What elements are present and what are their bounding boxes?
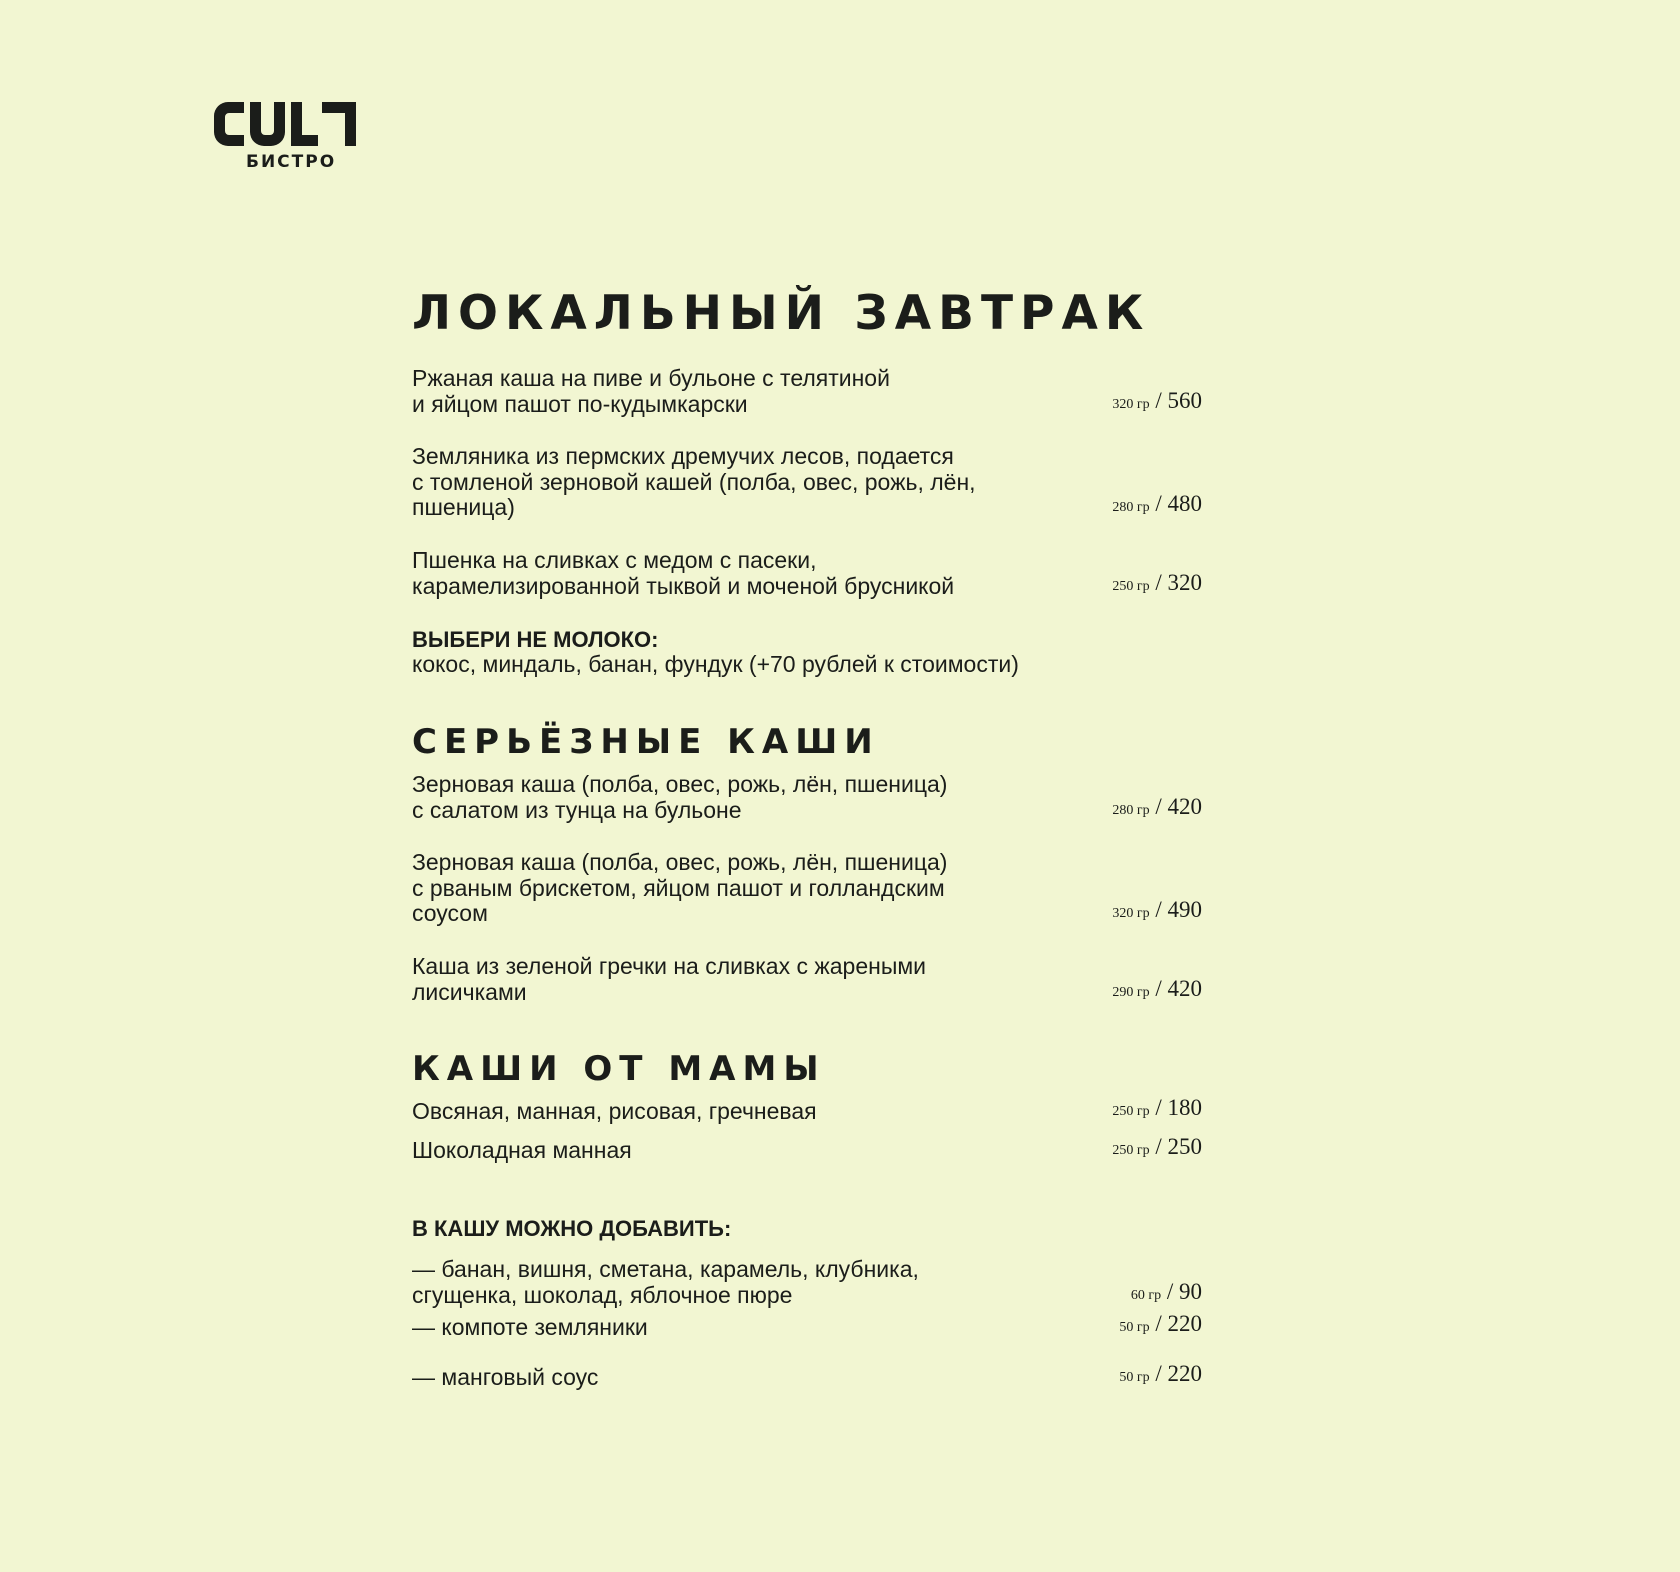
addon-price: [1119, 1361, 1202, 1391]
menu-item: [412, 366, 1202, 417]
item-price: [1112, 1134, 1202, 1164]
item-price: [1112, 897, 1202, 927]
menu-item: [412, 772, 1202, 823]
item-cost: / 560: [1155, 387, 1202, 413]
item-weight: 280 гр: [1112, 802, 1150, 818]
item-name: Пшенка на сливках с медом с пасеки, карамелизированной тыквой и моченой брусникой: [412, 547, 955, 599]
item-weight: 250 гр: [1112, 1143, 1150, 1158]
addon-name: — банан, вишня, сметана, карамель, клубника, сгущенка, шоколад, яблочное пюре: [412, 1256, 919, 1308]
item-weight: 290 гр: [1112, 984, 1150, 1000]
item-name: Шоколадная манная: [412, 1137, 632, 1163]
item-cost: / 480: [1155, 491, 1202, 516]
addon-cost: / 220: [1155, 1311, 1202, 1336]
item-price: [1112, 491, 1202, 521]
item-price: [1112, 976, 1202, 1006]
item-price: [1112, 794, 1202, 824]
addon-item: [412, 1361, 1202, 1391]
addon-name: — манговый соус: [412, 1364, 599, 1390]
menu-item: [412, 1095, 1202, 1125]
menu-item: [412, 548, 1202, 599]
item-name: Зерновая каша (полба, овес, рожь, лён, пшеница) с рваным брискетом, яйцом пашот и голландским соусом: [412, 849, 948, 926]
section-title-mom-porridge: КАШИ ОТ МАМЫ: [412, 1049, 826, 1089]
addon-cost: / 90: [1166, 1278, 1202, 1304]
item-price: [1112, 570, 1202, 600]
addon-weight: 50 гр: [1119, 1320, 1150, 1335]
addon-weight: 60 гр: [1130, 1287, 1162, 1303]
addons-title: В КАШУ МОЖНО ДОБАВИТЬ:: [412, 1216, 732, 1241]
menu-item: [412, 954, 1202, 1005]
menu-item: [412, 850, 1202, 927]
item-weight: 320 гр: [1112, 396, 1150, 412]
item-name: Ржаная каша на пиве и бульоне с телятиной и яйцом пашот по-кудымкарски: [412, 365, 890, 417]
item-weight: 280 гр: [1112, 500, 1150, 515]
note-text: кокос, миндаль, банан, фундук (+70 рублей к стоимости): [412, 651, 1019, 677]
item-cost: / 490: [1155, 897, 1202, 922]
item-cost: / 420: [1155, 975, 1202, 1001]
brand-logo: [210, 98, 360, 172]
addon-item: [412, 1257, 1202, 1308]
section-title-serious-porridge: СЕРЬЁЗНЫЕ КАШИ: [412, 722, 880, 762]
addon-cost: / 220: [1155, 1361, 1202, 1386]
item-price: [1112, 388, 1202, 418]
menu-item: [412, 1134, 1202, 1164]
item-cost: / 420: [1155, 793, 1202, 819]
item-name: Земляника из пермских дремучих лесов, подается с томленой зерновой кашей (полба, овес, рожь, лён, пшеница): [412, 443, 976, 520]
addon-price: [1119, 1311, 1202, 1341]
item-name: Зерновая каша (полба, овес, рожь, лён, пшеница) с салатом из тунца на бульоне: [412, 771, 948, 823]
item-weight: 250 гр: [1112, 578, 1150, 594]
addon-price: [1131, 1279, 1202, 1309]
item-cost: / 180: [1155, 1095, 1202, 1120]
item-cost: / 250: [1155, 1134, 1202, 1159]
addon-item: [412, 1311, 1202, 1341]
cult-logo-icon: [210, 98, 360, 150]
item-cost: / 320: [1155, 569, 1202, 595]
item-name: Каша из зеленой гречки на сливках с жареными лисичками: [412, 953, 927, 1005]
section-title-local-breakfast: ЛОКАЛЬНЫЙ ЗАВТРАК: [412, 286, 1151, 341]
menu-item: [412, 444, 1202, 521]
note-title: ВЫБЕРИ НЕ МОЛОКО:: [412, 627, 659, 652]
addon-name: — компоте земляники: [412, 1314, 648, 1340]
item-name: Овсяная, манная, рисовая, гречневая: [412, 1098, 817, 1124]
addon-weight: 50 гр: [1119, 1370, 1150, 1385]
brand-subtitle: БИСТРО: [246, 152, 337, 172]
item-weight: 320 гр: [1112, 906, 1150, 921]
item-weight: 250 гр: [1112, 1104, 1150, 1119]
item-price: [1112, 1095, 1202, 1125]
